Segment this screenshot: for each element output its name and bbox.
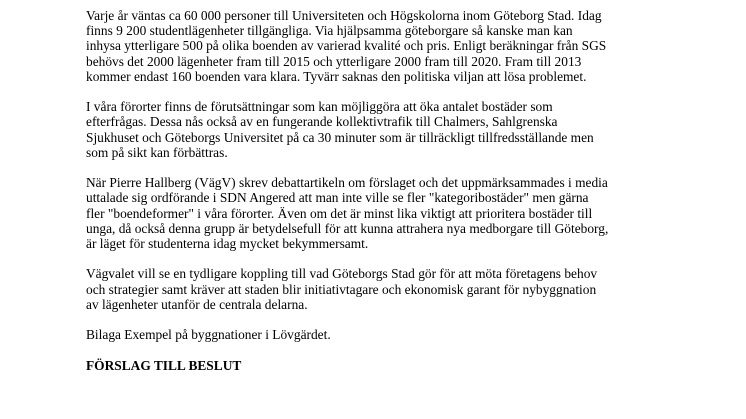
text-line: fler "boendeformer" i våra förorter. Även om det är minst lika viktigt att prioritera bostäder till xyxy=(86,205,593,221)
text-line: Varje år väntas ca 60 000 personer till Universiteten och Högskolorna inom Göteborg Stad. Idag xyxy=(86,8,602,23)
text-line: finns 9 200 studentlägenheter tillgängliga. Via hjälpsamma göteborgare så kanske man kan xyxy=(86,23,573,39)
text-line: unga, då också denna grupp är betydelsefull för att kunna attrahera nya medborgare till Göteborg, xyxy=(86,220,609,236)
text-line: behövs det 2000 lägenheter fram till 2015 och ytterligare 2000 fram till 2020. Fram till 2013 xyxy=(86,53,582,69)
text-line: Vägvalet vill se en tydligare koppling till vad Göteborgs Stad gör för att möta företagens behov xyxy=(86,266,598,282)
section-heading: FÖRSLAG TILL BESLUT xyxy=(86,357,242,373)
paragraph-housing-demand xyxy=(86,8,686,84)
paragraph-attachment xyxy=(86,327,686,342)
text-line: kommer endast 160 boenden vara klara. Tyvärr saknas den politiska viljan att lösa problemet. xyxy=(86,68,587,84)
text-line: och strategier samt kräver att staden blir initiativtagare och ekonomisk garant för nybyggnation xyxy=(86,281,597,297)
paragraph-suburbs xyxy=(86,99,686,160)
text-line: I våra förorter finns de förutsättningar som kan möjliggöra att öka antalet bostäder som xyxy=(86,99,553,115)
text-line: När Pierre Hallberg (VägV) skrev debattartikeln om förslaget och det uppmärksammades i media xyxy=(86,175,608,191)
paragraph-vagvalet-position xyxy=(86,266,686,312)
text-line: inhysa ytterligare 500 på olika boenden av varierad kvalité och pris. Enligt beräkningar från SGS xyxy=(86,38,607,54)
text-line: Sjukhuset och Göteborgs Universitet på ca 30 minuter som är tillräckligt tillfredsställande men xyxy=(86,129,594,145)
text-line: som på sikt kan förbättras. xyxy=(86,144,228,160)
text-line: efterfrågas. Dessa nås också av en fungerande kollektivtrafik till Chalmers, Sahlgrenska xyxy=(86,114,558,130)
paragraph-debate-article xyxy=(86,175,686,251)
document-page xyxy=(86,8,686,373)
text-line: av lägenheter utanför de centrala delarna. xyxy=(86,296,308,312)
text-line: uttalade sig ordförande i SDN Angered att man inte ville se fler "kategoribostäder" men gärna xyxy=(86,190,589,206)
text-line: är läget för studenterna idag mycket bekymmersamt. xyxy=(86,236,369,252)
text-line: Bilaga Exempel på byggnationer i Lövgärdet. xyxy=(86,327,331,343)
